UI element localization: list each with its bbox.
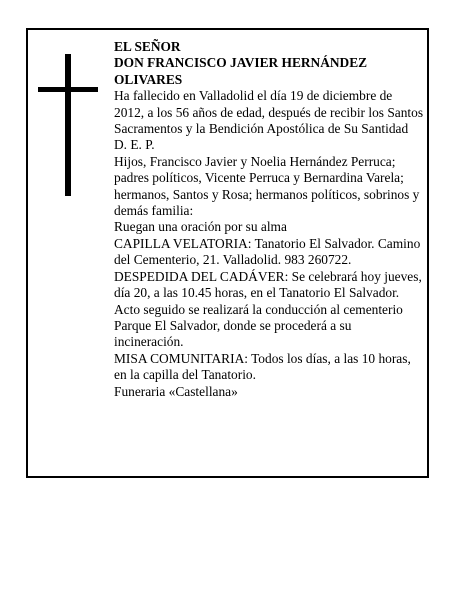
farewell-info: DESPEDIDA DEL CADÁVER: Se celebrará hoy jueves, día 20, a las 10.45 horas, en el Tanatorio El Salvador. Acto seguido se realizará la conducción al cementerio Parque El Salvador, donde se procederá a su incineración.	[114, 268, 422, 350]
obituary-text	[114, 39, 424, 400]
cross-vertical-bar	[65, 54, 71, 196]
mass-info: MISA COMUNITARIA: Todos los días, a las 10 horas, en la capilla del Tanatorio.	[114, 350, 411, 383]
funeral-home: Funeraria «Castellana»	[114, 383, 238, 399]
latin-cross-icon	[38, 54, 98, 196]
death-statement: Ha fallecido en Valladolid el día 19 de diciembre de 2012, a los 56 años de edad, después de recibir los Santos Sacramentos y la Bendición Apostólica de Su Santidad	[114, 88, 424, 137]
chapel-info: CAPILLA VELATORIA: Tanatorio El Salvador. Camino del Cementerio, 21. Valladolid. 983 260722.	[114, 235, 421, 268]
title-line-1: EL SEÑOR	[114, 39, 181, 54]
prayer-request: Ruegan una oración por su alma	[114, 219, 287, 235]
deceased-name: DON FRANCISCO JAVIER HERNÁNDEZ OLIVARES	[114, 55, 368, 87]
family-list: Hijos, Francisco Javier y Noelia Hernández Perruca; padres políticos, Vicente Perruca y Bernardina Varela; hermanos, Santos y Rosa; hermanos políticos, sobrinos y demás familia:	[114, 153, 420, 219]
rip-line: D. E. P.	[114, 137, 155, 153]
cross-horizontal-bar	[38, 87, 98, 92]
